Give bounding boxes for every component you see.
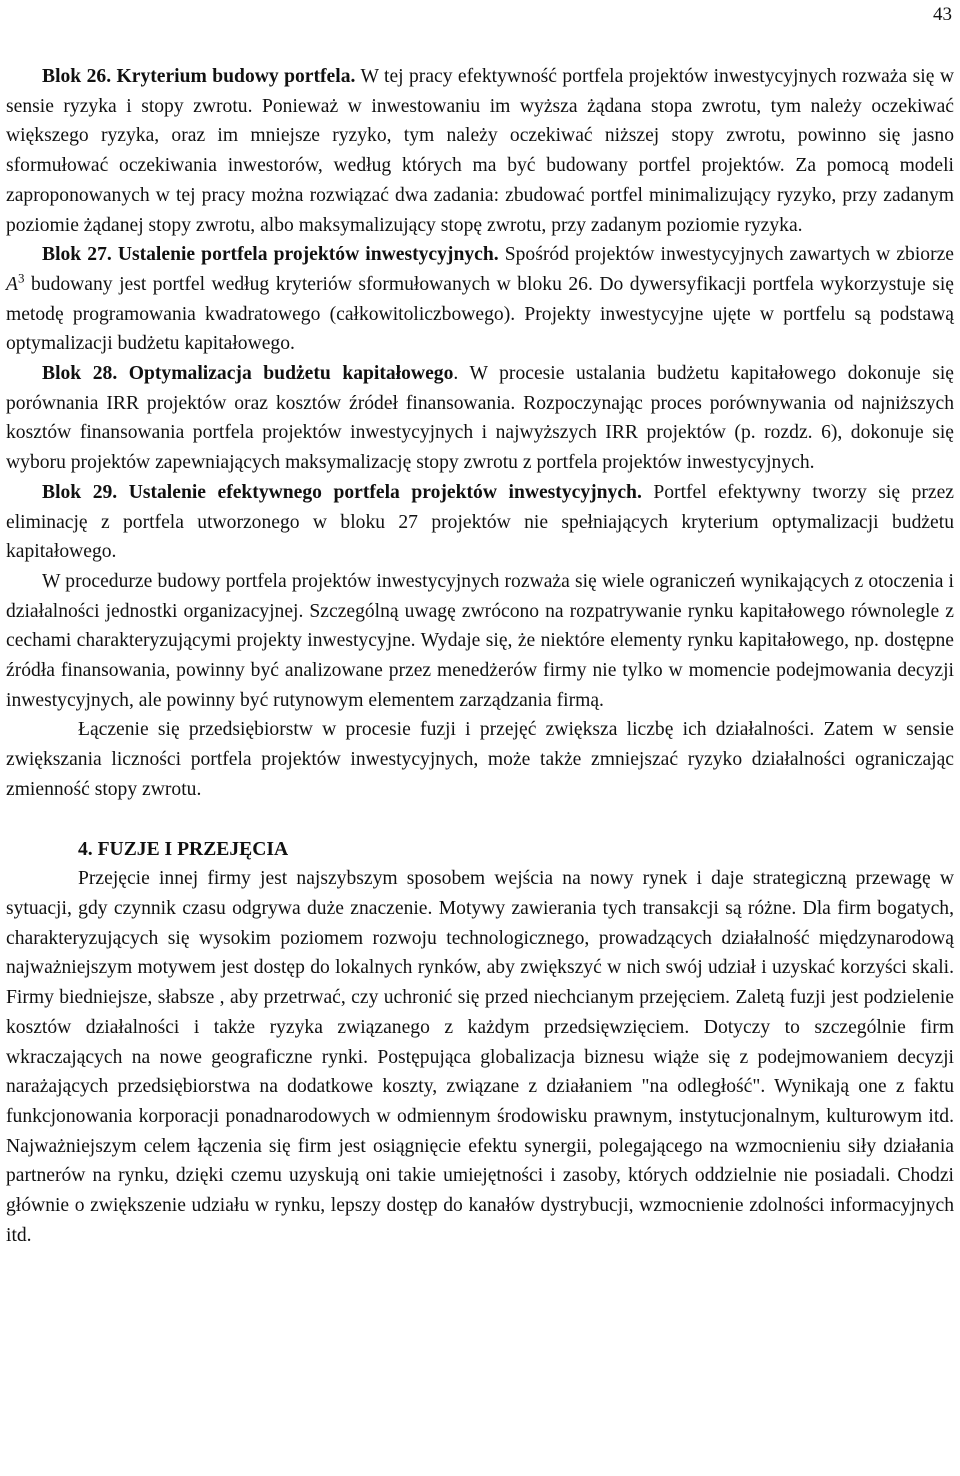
section-gap <box>6 805 954 835</box>
blok-28-text: . W procesie ustalania budżetu kapitałowego dokonuje się porównania IRR projektów oraz kosztów źródeł finansowania. Rozpoczynając proces porównywania od najniższych kosztów finansowania portfela projektów inwestycyjnych i najwyższych IRR projektów (p. rozdz. 6), dokonuje się wyboru projektów zapewniających maksymalizację stopy zwrotu z portfela projektów inwestycyjnych. <box>6 363 954 474</box>
blok-28-label: Blok 28. Optymalizacja budżetu kapitałowego <box>42 363 454 385</box>
section-heading: 4. FUZJE I PRZEJĘCIA <box>78 838 289 860</box>
blok-29-label: Blok 29. Ustalenie efektywnego portfela projektów inwestycyjnych. <box>42 481 642 503</box>
blok-26-text: W tej pracy efektywność portfela projektów inwestycyjnych rozważa się w sensie ryzyka i stopy zwrotu. Ponieważ w inwestowaniu im wyższa żądana stopa zwrotu, tym należy oczekiwać większego ryzyka, oraz im mniejsze ryzyko, tym należy oczekiwać niższej stopy zwrotu, powinno się jasno sformułować oczekiwania inwestorów, według których ma być budowany portfel projektów. Za pomocą modeli zaproponowanych w tej pracy można rozwiązać dwa zadania: zbudować portfel minimalizujący ryzyko, przy zadanym poziomie żądanej stopy zwrotu, albo maksymalizujący stopę zwrotu, przy zadanym poziomie ryzyka. <box>6 66 954 236</box>
blok-29-text: Portfel efektywny tworzy się przez eliminację z portfela utworzonego w bloku 27 projektów nie spełniających kryterium optymalizacji budżetu kapitałowego. <box>6 481 954 563</box>
paragraph-blok-26 <box>6 62 954 240</box>
set-symbol: A <box>6 273 18 295</box>
blok-27-text-before: Spośród projektów inwestycyjnych zawartych w zbiorze <box>498 244 954 266</box>
paragraph-blok-29 <box>6 478 954 567</box>
paragraph-section-4: Przejęcie innej firmy jest najszybszym sposobem wejścia na nowy rynek i daje strategiczną przewagę w sytuacji, gdy czynnik czasu odgrywa duże znaczenie. Motywy zawierania tych transakcji są różne. Dla firm bogatych, charakteryzujących się wysokim poziomem rozwoju technologicznego, prowadzących działalność międzynarodową najważniejszym motywem jest dostęp do lokalnych rynków, aby zwiększyć w nich swój udział i uzyskać korzyści skali. Firmy biedniejsze, słabsze , aby przetrwać, czy uchronić się przed niechcianym przejęciem. Zaletą fuzji jest podzielenie kosztów działalności i także ryzyka związanego z każdym przedsięwzięciem. Dotyczy to szczególnie firm wkraczających na nowe geograficzne rynki. Postępująca globalizacja biznesu wiąże się z podejmowaniem decyzji narażających przedsiębiorstwa na dodatkowe koszty, związane z działaniem "na odległość". Wynikają one z faktu funkcjonowania korporacji ponadnarodowych w odmiennym środowisku prawnym, instytucjonalnym, kulturowym itd. Najważniejszym celem łączenia się firm jest osiągnięcie efektu synergii, polegającego na wzmocnieniu siły działania partnerów na rynku, dzięki czemu uzyskują oni takie umiejętności i zasoby, których oddzielnie nie posiadali. Chodzi głównie o zwiększenie udziału w rynku, lepszy dostęp do kanałów dystrybucji, wzmocnienie zdolności informacyjnych itd. <box>6 868 954 1246</box>
blok-27-label: Blok 27. Ustalenie portfela projektów inwestycyjnych. <box>42 244 499 266</box>
page-body <box>6 62 954 1250</box>
paragraph-blok-28 <box>6 359 954 478</box>
blok-27-text-after: budowany jest portfel według kryteriów sformułowanych w bloku 26. Do dywersyfikacji portfela wykorzystuje się metodę programowania kwadratowego (całkowitoliczbowego). Projekty inwestycyjne ujęte w portfelu są podstawą optymalizacji budżetu kapitałowego. <box>6 273 954 355</box>
set-superscript: 3 <box>17 270 25 286</box>
paragraph-blok-27 <box>6 240 954 359</box>
blok-26-label: Blok 26. Kryterium budowy portfela. <box>42 66 356 87</box>
paragraph-procedure: W procedurze budowy portfela projektów inwestycyjnych rozważa się wiele ograniczeń wynikających z otoczenia i działalności jednostki organizacyjnej. Szczególną uwagę zwrócono na rozpatrywanie rynku kapitałowego równolegle z cechami charakteryzującymi projekty inwestycyjne. Wydaje się, że niektóre elementy rynku kapitałowego, np. dostępne źródła finansowania, powinny być analizowane przez menedżerów firmy nie tylko w momencie podejmowania decyzji inwestycyjnych, ale powinny być rutynowym elementem zarządzania firmą. <box>6 570 954 711</box>
paragraph-merger: Łączenie się przedsiębiorstw w procesie fuzji i przejęć zwiększa liczbę ich działalności. Zatem w sensie zwiększania liczności portfela projektów inwestycyjnych, może także zmniejszać ryzyko działalności ograniczając zmienność stopy zwrotu. <box>6 719 954 800</box>
page-number: 43 <box>933 4 952 25</box>
